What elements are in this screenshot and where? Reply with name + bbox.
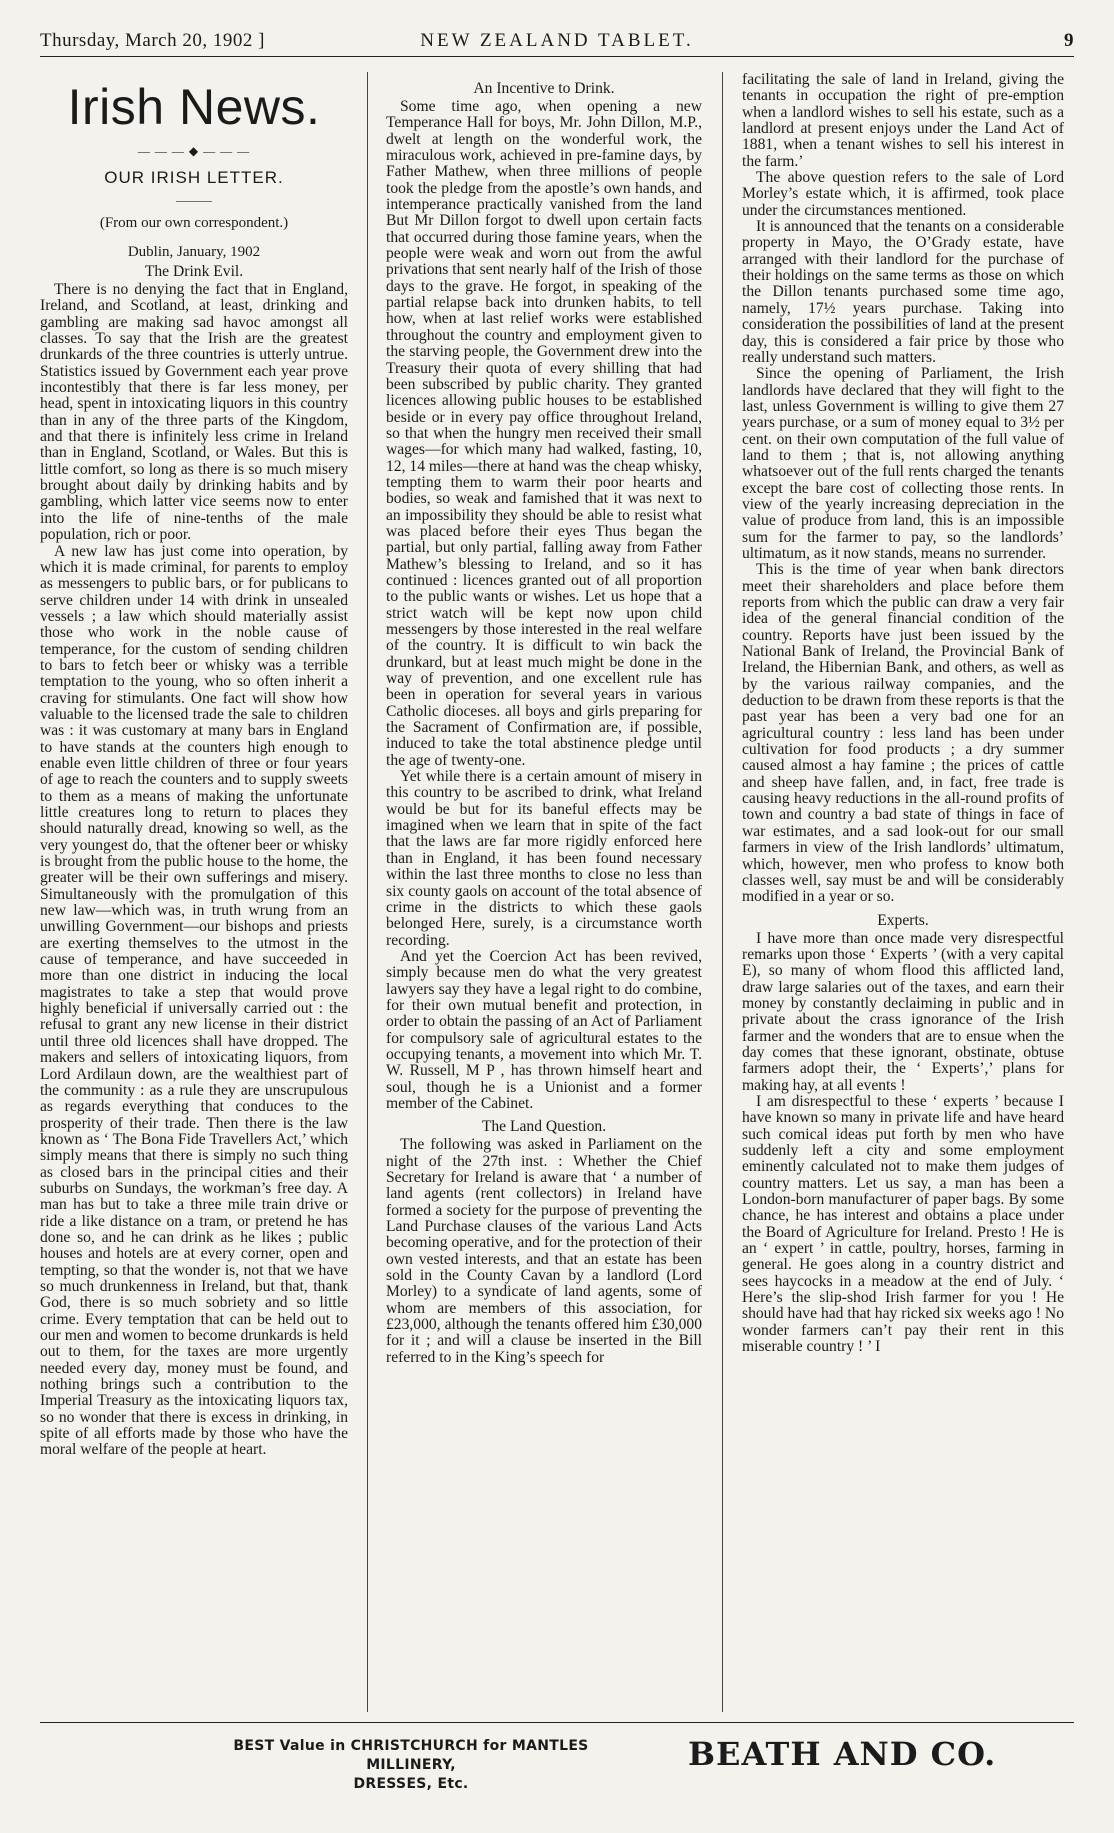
section-heading-drink-evil: The Drink Evil. xyxy=(144,263,244,280)
paragraph: Since the opening of Parliament, the Irish landlords have declared that they will fight to the last, unless Government is willing to give them 27 years purchase, or a sum of money equal to 3½ per cent. on their own computation of the full value of land to them ; that is, not allowing anything whatsoever out of the full rents charged the tenants except the bare cost of collecting those rents. In view of the yearly increasing depreciation in the value of produce from land, this is an impossible sum for the farmer to pay, so the landlords’ ultimatum, as it now stands, means no surrender. xyxy=(742,365,1064,562)
paper-title: NEW ZEALAND TABLET. xyxy=(420,30,694,51)
paragraph: Yet while there is a certain amount of misery in this country to be ascribed to drink, what Ireland would be but for its baneful effects may be imagined when we learn that in spite of the fact that the laws are far more rigidly enforced here than in England, it has been found necessary within the last three months to close no less than six county gaols on account of the total absence of crime in the districts to which these gaols belonged Here, surely, is a circumstance worth recording. xyxy=(386,768,702,949)
section-heading-experts: Experts. xyxy=(877,911,929,929)
column-3 xyxy=(742,72,1064,1712)
section-heading-land-question: The Land Question. xyxy=(481,1118,607,1136)
section-masthead: Irish News. xyxy=(67,79,321,135)
paragraph: I have more than once made very disrespectful remarks upon those ‘ Experts ’ (with a very capital E), so many of whom flood this afflicted land, draw large salaries out of the taxes, and earn their money by constantly declaiming in public and in private about the crass ignorance of the Irish farmer and the wonders that are to ensue when the day comes that these ignorant, obstinate, obtuse farmers adopt their, the ‘ Experts’,’ plans for making hay, at all events ! xyxy=(742,929,1064,1094)
column-rule xyxy=(722,72,723,1712)
paragraph: The following was asked in Parliament on the night of the 27th inst. : Whether the Chief Secretary for Ireland is aware that ‘ a number of land agents (rent collectors) in Ireland have formed a society for the purpose of preventing the Land Purchase clauses of the various Land Acts becoming operative, and for the protection of their own vested interests, and that an estate has been sold in the County Cavan by a landlord (Lord Morley) to a syndicate of land agents, some of whom are members of this association, for £23,000, although the tenants offered him £30,000 for it ; and will a clause be inserted in the Bill referred to in the King’s speech for xyxy=(386,1136,702,1366)
paragraph: There is no denying the fact that in England, Ireland, and Scotland, at least, drinking and gambling are making sad havoc amongst all classes. To say that the Irish are the greatest drunkards of the three countries is utterly untrue. Statistics issued by Government each year prove incontestibly that there is far less money, per head, spent in intoxicating liquors in this country than in any of the three parts of the Kingdom, and that there is infinitely less crime in Ireland than in England, Scotland, or Wales. But this is little comfort, so long as there is so much misery brought about daily by drinking habits and by gambling, which latter vice seems now to enter into the life of nine-tenths of the male population, rich or poor. xyxy=(40,281,348,544)
paragraph: This is the time of year when bank directors meet their shareholders and place before them reports from which the public can draw a very fair idea of the general financial condition of the country. Reports have just been issued by the National Bank of Ireland, the Provincial Bank of Ireland, the Hibernian Bank, and others, as well as by the various railway companies, and the deduction to be drawn from these reports is that the past year has been a very bad one for an agricultural country : less land has been under cultivation for food products ; a dry summer caused almost a hay famine ; the prices of cattle and sheep have fallen, and, in fact, free trade is causing heavy reductions in the all-round profits of town and country a bad state of things in face of war estimates, and a sad look-out for our small farmers in view of the Irish landlords’ ultimatum, which, however, men who profess to know both classes well, say must be and will be considerably modified in a year or so. xyxy=(742,561,1064,906)
page-number: 9 xyxy=(1064,30,1074,51)
ad-line: DRESSES, Etc. xyxy=(353,1776,469,1792)
header-rule xyxy=(40,56,1074,57)
column-2 xyxy=(386,72,702,1712)
paragraph: It is announced that the tenants on a considerable property in Mayo, the O’Grady estate, have arranged with their landlord for the purchase of their holdings on the same terms as those on which the Dillon tenants purchased some time ago, namely, 17½ years purchase. Taking into consideration the possibilities of land at the present day, this is considered a fair price by those who really understand such matters. xyxy=(742,218,1064,366)
column-1 xyxy=(40,72,348,1712)
ornament-divider: — — — ◆ — — — xyxy=(137,144,251,158)
dateline: Dublin, January, 1902 xyxy=(127,244,261,260)
paragraph: facilitating the sale of land in Ireland, giving the tenants in occupation the right of pre-emption when a landlord wishes to sell his estate, such as a landlord at present enjoys under the Land Act of 1881, when a tenant wishes to sell his interest in the farm.’ xyxy=(742,72,1064,170)
section-heading-incentive: An Incentive to Drink. xyxy=(473,80,615,97)
byline: (From our own correspondent.) xyxy=(99,215,289,231)
issue-date: Thursday, March 20, 1902 ] xyxy=(40,30,265,51)
paragraph: Some time ago, when opening a new Temperance Hall for boys, Mr. John Dillon, M.P., dwelt at length on the wonderful work, the miraculous work, achieved in pre-famine days, by Father Mathew, when three millions of people took the pledge from the apostle’s own hands, and intemperance practically vanished from the land But Mr Dillon forgot to dwell upon certain facts that occurred during those famine years, when the people were weak and worn out from the awful privations that sent nearly half of the Irish of those days to the grave. He forgot, in speaking of the partial relapse back into drunken habits, to tell how, when at last relief works were established throughout the country and employment given to the starving people, the Government drew into the Treasury their quota of every shilling that had been subscribed by public charity. They granted licences allowing public houses to be established beside or in every pay office throughout Ireland, so that when the hungry men received their small wages—for which many had walked, fasting, 10, 12, 14 miles—there at hand was the cheap whisky, tempting them to warm their poor hearts and bodies, so weak and famished that it was next to an impossibility they should be able to resist what was placed before their eyes Thus began the partial, but only partial, falling away from Father Mathew’s blessing to Ireland, and so it has continued : licences granted out of all proportion to the public wants or wishes. Let us hope that a strict watch will be kept now upon child messengers by those interested in the real welfare of the country. It is difficult to win back the drunkard, but at least much might be done in the way of prevention, and one excellent rule has been in operation for several years in various Catholic dioceses. all boys and girls preparing for the Sacrament of Confirmation are, if possible, induced to take the total abstinence pledge until the age of twenty-one. xyxy=(386,98,702,769)
footer-advertisement-text xyxy=(196,1737,626,1794)
paragraph: And yet the Coercion Act has been revived, simply because men do what the very greatest lawyers say they have a legal right to do combine, for their own mutual benefit and protection, in order to obtain the passing of an Act of Parliament for compulsory sale of agricultural estates to the occupying tenants, a movement into which Mr. T. W. Russell, M P , has thrown himself heart and soul, though he is a Unionist and a former member of the Cabinet. xyxy=(386,947,702,1112)
short-rule: ——— xyxy=(176,193,212,207)
ad-line: BEST Value in CHRISTCHURCH for MANTLES MILLINERY, xyxy=(233,1738,589,1773)
running-head xyxy=(40,30,1074,58)
column-rule xyxy=(367,72,368,1712)
paragraph: I am disrespectful to these ‘ experts ’ because I have known so many in private life and have heard such comical ideas put forth by men who have suddenly left a city and some employment eminently calculated not to make them judges of country matters. Let us say, a man has been a London-born manufacturer of paper bags. By some chance, he has interest and obtains a place under the Board of Agriculture for Ireland. Presto ! He is an ‘ expert ’ in cattle, poultry, horses, farming in general. He goes along in a country district and sees haycocks in a meadow at the end of July. ‘ Here’s the slip-shod Irish farmer for you ! He should have had that hay ricked six weeks ago ! No wonder farmers can’t pay their rent in this miserable country ! ’ I xyxy=(742,1092,1064,1356)
footer-rule xyxy=(40,1722,1074,1723)
article-subheading: OUR IRISH LETTER. xyxy=(104,168,284,187)
paragraph: A new law has just come into operation, by which it is made criminal, for parents to employ as messengers to public bars, or for publicans to serve children under 14 with drink in unsealed vessels ; a law which should materially assist those who work in the noble cause of temperance, for the custom of sending children to bars to fetch beer or whisky was a terrible temptation to the young, who so often inherit a craving for stimulants. One fact will show how valuable to the licensed trade the sale to children was : it was customary at many bars in England to have stands at the counters high enough to enable even little children of three or four years of age to reach the counters and to supply sweets to them as a means of making the unfortunate little creatures long to return to places they should naturally dread, knowing so well, as the very youngest do, that the oftener beer or whisky is brought from the public house to the home, the greater will be their own sufferings and misery. Simultaneously with the promulgation of this new law—which was, in truth wrung from an unwilling Government—our bishops and priests are exerting themselves to the utmost in the cause of temperance, and have succeeded in more than one district in inducing the local magistrates to take a step that would prove highly beneficial if universally carried out : the refusal to grant any new license in their district until three old licences shall have dropped. The makers and sellers of intoxicating liquors, from Lord Ardilaun down, are the wealthiest part of the community : as a rule they are unscrupulous as regards everything that conduces to the prosperity of their trade. Then there is the law known as ‘ The Bona Fide Travellers Act,’ which simply means that there is simply no such thing as closed bars in the principal cities and their suburbs on Sundays, the workman’s free day. A man has but to take a three mile train drive or ride a like distance on a tram, or pretend he has done so, and he can drink as he likes ; public houses and hotels are at every corner, open and tempting, so that the wonder is, not that we have so much drunkenness in Ireland, but that, thank God, there is so much sobriety and so little crime. Every temptation that can be held out to our men and women to become drunkards is held out to them, for the taxes are more urgently needed every day, money must be found, and nothing brings such a contribution to the Imperial Treasury as the intoxicating liquors tax, so no wonder that there is excess in drinking, in spite of all efforts made by those who have the moral welfare of the people at heart. xyxy=(40,542,348,1459)
paragraph: The above question refers to the sale of Lord Morley’s estate which, it is affirmed, took place under the circumstances mentioned. xyxy=(742,169,1064,219)
advertiser-name: BEATH AND CO. xyxy=(688,1735,997,1773)
